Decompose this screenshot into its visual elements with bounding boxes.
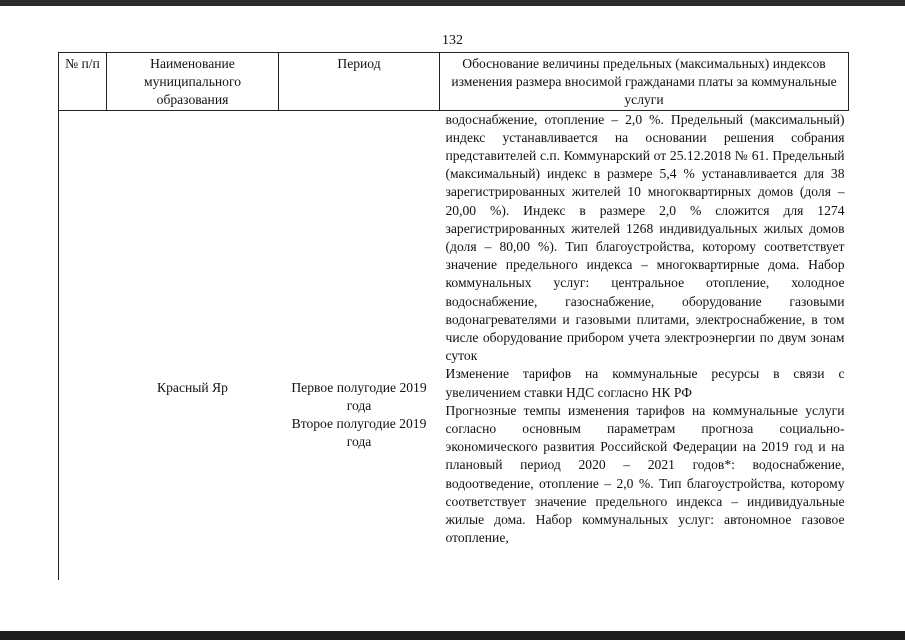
period-cell bbox=[279, 110, 440, 580]
justification-continued-text: водоснабжение, отопление – 2,0 %. Предельный (максимальный) индекс устанавливается на основании решения собрания представителей с.п. Коммунарский от 25.12.2018 № 61. Предельный (максимальный) индекс в размере 5,4 % устанавливается для 38 зарегистрированных жителей 10 многоквартирных домов (доля – 20,00 %). Индекс в размере 2,0 % сложится для 1274 зарегистрированных жителей 1268 индивидуальных жилых домов (доля – 80,00 %). Тип благоустройства, которому соответствует значение предельного индекса – многоквартирные дома. Набор коммунальных услуг: центральное отопление, холодное водоснабжение, газоснабжение, оборудование газовыми водонагревателями и газовыми плитами, электроснабжение, в том числе оборудование прибором учета электроэнергии по двум зонам суток bbox=[445, 111, 845, 364]
header-municipality: Наименование муниципального образования bbox=[107, 53, 279, 111]
justification-first-half-text: Изменение тарифов на коммунальные ресурсы в связи с увеличением ставки НДС согласно НК РФ bbox=[445, 366, 845, 400]
row-number bbox=[59, 110, 107, 580]
period-first-half: Первое полугодие 2019 года bbox=[291, 379, 427, 413]
justification-cell bbox=[440, 110, 849, 580]
table-row bbox=[59, 110, 849, 580]
tariff-index-table bbox=[58, 52, 849, 580]
justification-second-half-text: Прогнозные темпы изменения тарифов на коммунальные услуги согласно основным параметрам прогноза социально-экономического развития Российской Федерации на 2019 год и на плановый период 2020 – 2021 годов*: водоснабжение, водоотведение, отопление – 2,0 %. Тип благоустройства, которому соответствует значение предельного индекса – индивидуальные жилые дома. Набор коммунальных услуг: автономное газовое отопление, bbox=[445, 402, 845, 546]
header-period: Период bbox=[279, 53, 440, 111]
municipality-name: Красный Яр bbox=[157, 379, 228, 395]
header-justification: Обоснование величины предельных (максимальных) индексов изменения размера вносимой гражданами платы за коммунальные услуги bbox=[440, 53, 849, 111]
page-number: 132 bbox=[442, 33, 463, 48]
header-number: № п/п bbox=[59, 53, 107, 111]
bottom-scan-border bbox=[0, 631, 905, 640]
top-scan-border bbox=[0, 0, 905, 6]
table-header-row bbox=[59, 53, 849, 111]
period-second-half: Второе полугодие 2019 года bbox=[291, 416, 427, 450]
